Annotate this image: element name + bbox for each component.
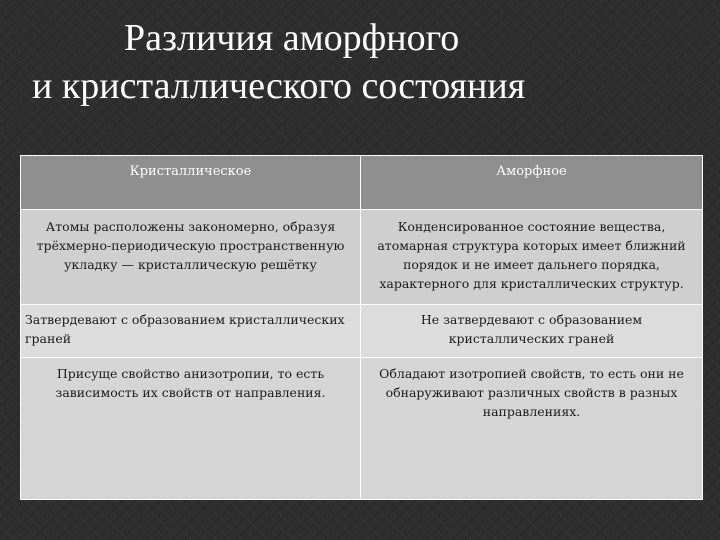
slide-title-line-2: и кристаллического состояния	[32, 65, 526, 107]
cell-text: Обладают изотропией свойств, то есть они не обнаруживают различных свойств в разных направлениях.	[379, 366, 684, 419]
cell-text: Конденсированное состояние вещества, атомарная структура которых имеет ближний порядок и не имеет дальнего порядка, характерного для кристаллических структур.	[377, 219, 686, 291]
table-cell	[361, 210, 703, 305]
table-row	[21, 305, 703, 358]
slide-title-line-1: Различия аморфного	[124, 17, 460, 59]
cell-text: Не затвердевают с образованием кристаллических граней	[420, 312, 643, 346]
cell-text: Затвердевают с образованием кристаллических граней	[25, 312, 345, 346]
table-row	[21, 358, 703, 500]
table-cell	[21, 305, 361, 358]
comparison-table	[20, 155, 703, 500]
header-amorphous: Аморфное	[361, 156, 703, 210]
cell-text: Атомы расположены закономерно, образуя трёхмерно-периодическую пространственную укладку — кристаллическую решётку	[36, 219, 345, 272]
table-cell	[361, 358, 703, 500]
table-cell	[21, 358, 361, 500]
cell-text: Присуще свойство анизотропии, то есть зависимость их свойств от направления.	[55, 366, 326, 400]
table-header-row	[21, 156, 703, 210]
slide-title	[0, 14, 720, 110]
header-crystalline: Кристаллическое	[21, 156, 361, 210]
table-cell	[21, 210, 361, 305]
table-row	[21, 210, 703, 305]
table-cell	[361, 305, 703, 358]
